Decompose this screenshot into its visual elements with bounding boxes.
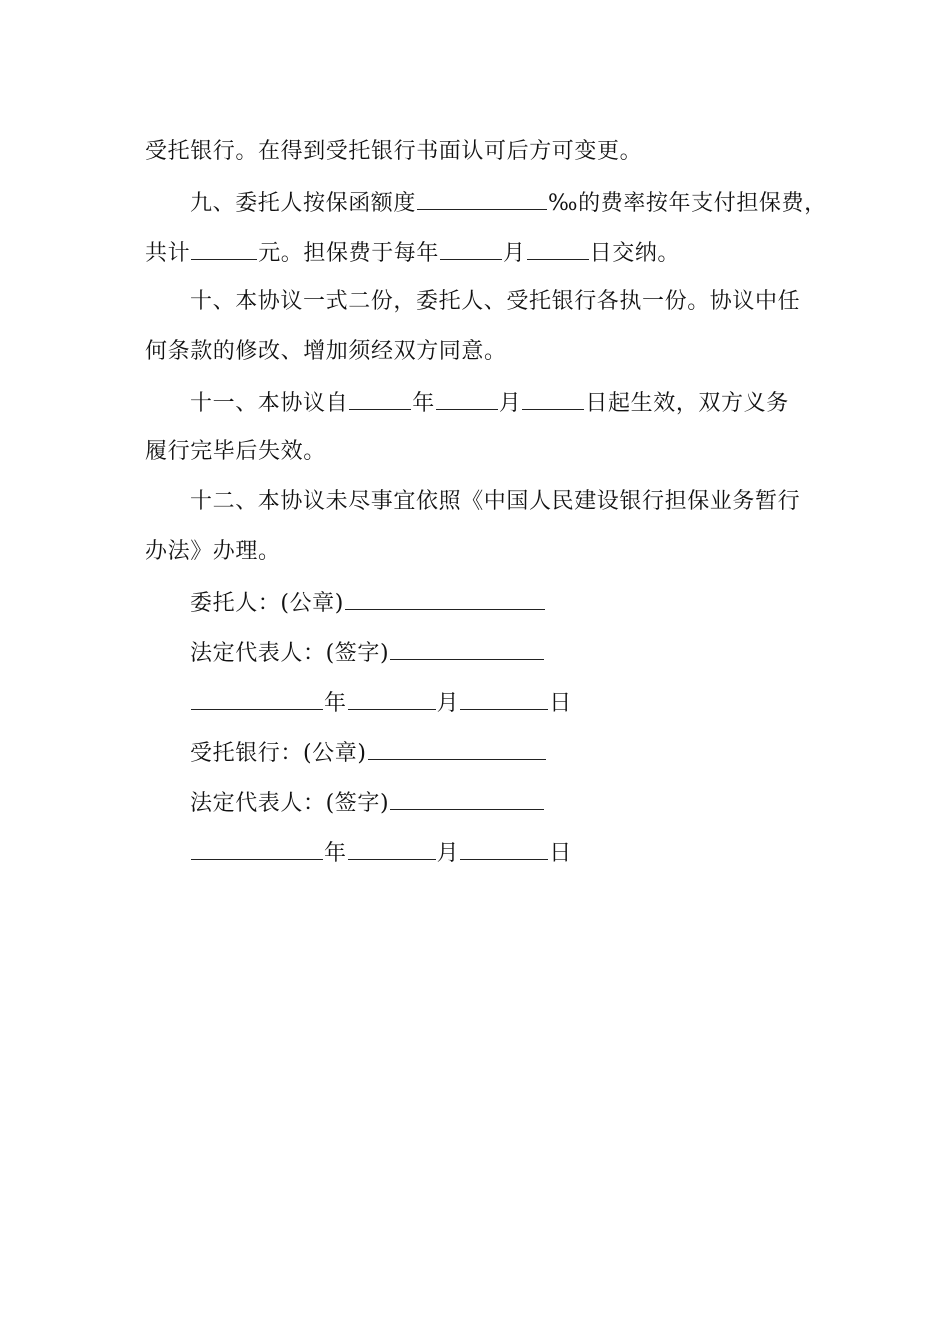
clause-10-line-1 <box>190 287 815 317</box>
paragraph-8-tail-text: 受托银行。在得到受托银行书面认可后方可变更。 <box>145 139 643 164</box>
bank-year-label: 年 <box>324 841 347 866</box>
clause-9-line-2 <box>145 237 815 267</box>
principal-seal-line <box>190 587 815 617</box>
principal-month-label: 月 <box>436 691 460 716</box>
principal-date-line <box>190 687 815 717</box>
principal-rep-signature-blank[interactable] <box>390 637 544 660</box>
bank-year-blank[interactable] <box>191 837 323 860</box>
clause-9-line2-prefix: 共计 <box>145 241 191 266</box>
clause-10-line1-text: 十、本协议一式二份，委托人、受托银行各执一份。协议中任 <box>190 289 801 314</box>
principal-rep-label: 法定代表人：(签字) <box>190 641 390 666</box>
effective-day-blank[interactable] <box>522 387 584 410</box>
clause-11-line-1 <box>190 387 815 417</box>
payment-day-blank[interactable] <box>527 237 589 260</box>
principal-year-label: 年 <box>324 691 347 716</box>
clause-11-month-label: 月 <box>498 391 522 416</box>
clause-9-after-rate: ‰的费率按年支付担保费， <box>548 191 827 216</box>
bank-date-line <box>190 837 815 867</box>
clause-11-after-day: 日起生效，双方义务 <box>585 391 789 416</box>
clause-9-day-label: 日交纳。 <box>589 241 681 266</box>
clause-10-line-2 <box>145 337 815 367</box>
clause-11-year-label: 年 <box>412 391 435 416</box>
clause-12-line-2 <box>145 537 815 567</box>
clause-11-line-2 <box>145 437 815 467</box>
bank-month-label: 月 <box>436 841 460 866</box>
clause-9-after-amount: 元。担保费于每年 <box>258 241 440 266</box>
clause-12-line2-text: 办法》办理。 <box>145 539 281 564</box>
bank-day-blank[interactable] <box>460 837 548 860</box>
clause-12-line1-text: 十二、本协议未尽事宜依照《中国人民建设银行担保业务暂行 <box>190 489 801 514</box>
bank-label: 受托银行：(公章) <box>190 741 367 766</box>
bank-month-blank[interactable] <box>348 837 436 860</box>
clause-9-month-label: 月 <box>503 241 526 266</box>
clause-12-line-1 <box>190 487 815 517</box>
bank-rep-signature-blank[interactable] <box>390 787 544 810</box>
paragraph-8-tail <box>145 137 815 167</box>
effective-year-blank[interactable] <box>349 387 411 410</box>
payment-month-blank[interactable] <box>440 237 502 260</box>
principal-label: 委托人：(公章) <box>190 591 344 616</box>
clause-11-prefix: 十一、本协议自 <box>190 391 349 416</box>
principal-year-blank[interactable] <box>191 687 323 710</box>
effective-month-blank[interactable] <box>436 387 498 410</box>
bank-day-label: 日 <box>549 841 572 866</box>
principal-day-label: 日 <box>549 691 572 716</box>
bank-seal-blank[interactable] <box>368 737 546 760</box>
bank-rep-label: 法定代表人：(签字) <box>190 791 390 816</box>
bank-seal-line <box>190 737 815 767</box>
principal-month-blank[interactable] <box>348 687 436 710</box>
clause-10-line2-text: 何条款的修改、增加须经双方同意。 <box>145 339 507 364</box>
rate-blank[interactable] <box>417 187 547 210</box>
principal-rep-line <box>190 637 815 667</box>
principal-seal-blank[interactable] <box>345 587 545 610</box>
principal-day-blank[interactable] <box>460 687 548 710</box>
clause-9-line-1 <box>190 187 827 217</box>
clause-11-line2-text: 履行完毕后失效。 <box>145 439 326 464</box>
amount-blank[interactable] <box>191 237 257 260</box>
clause-9-prefix: 九、委托人按保函额度 <box>190 191 417 216</box>
bank-rep-line <box>190 787 815 817</box>
